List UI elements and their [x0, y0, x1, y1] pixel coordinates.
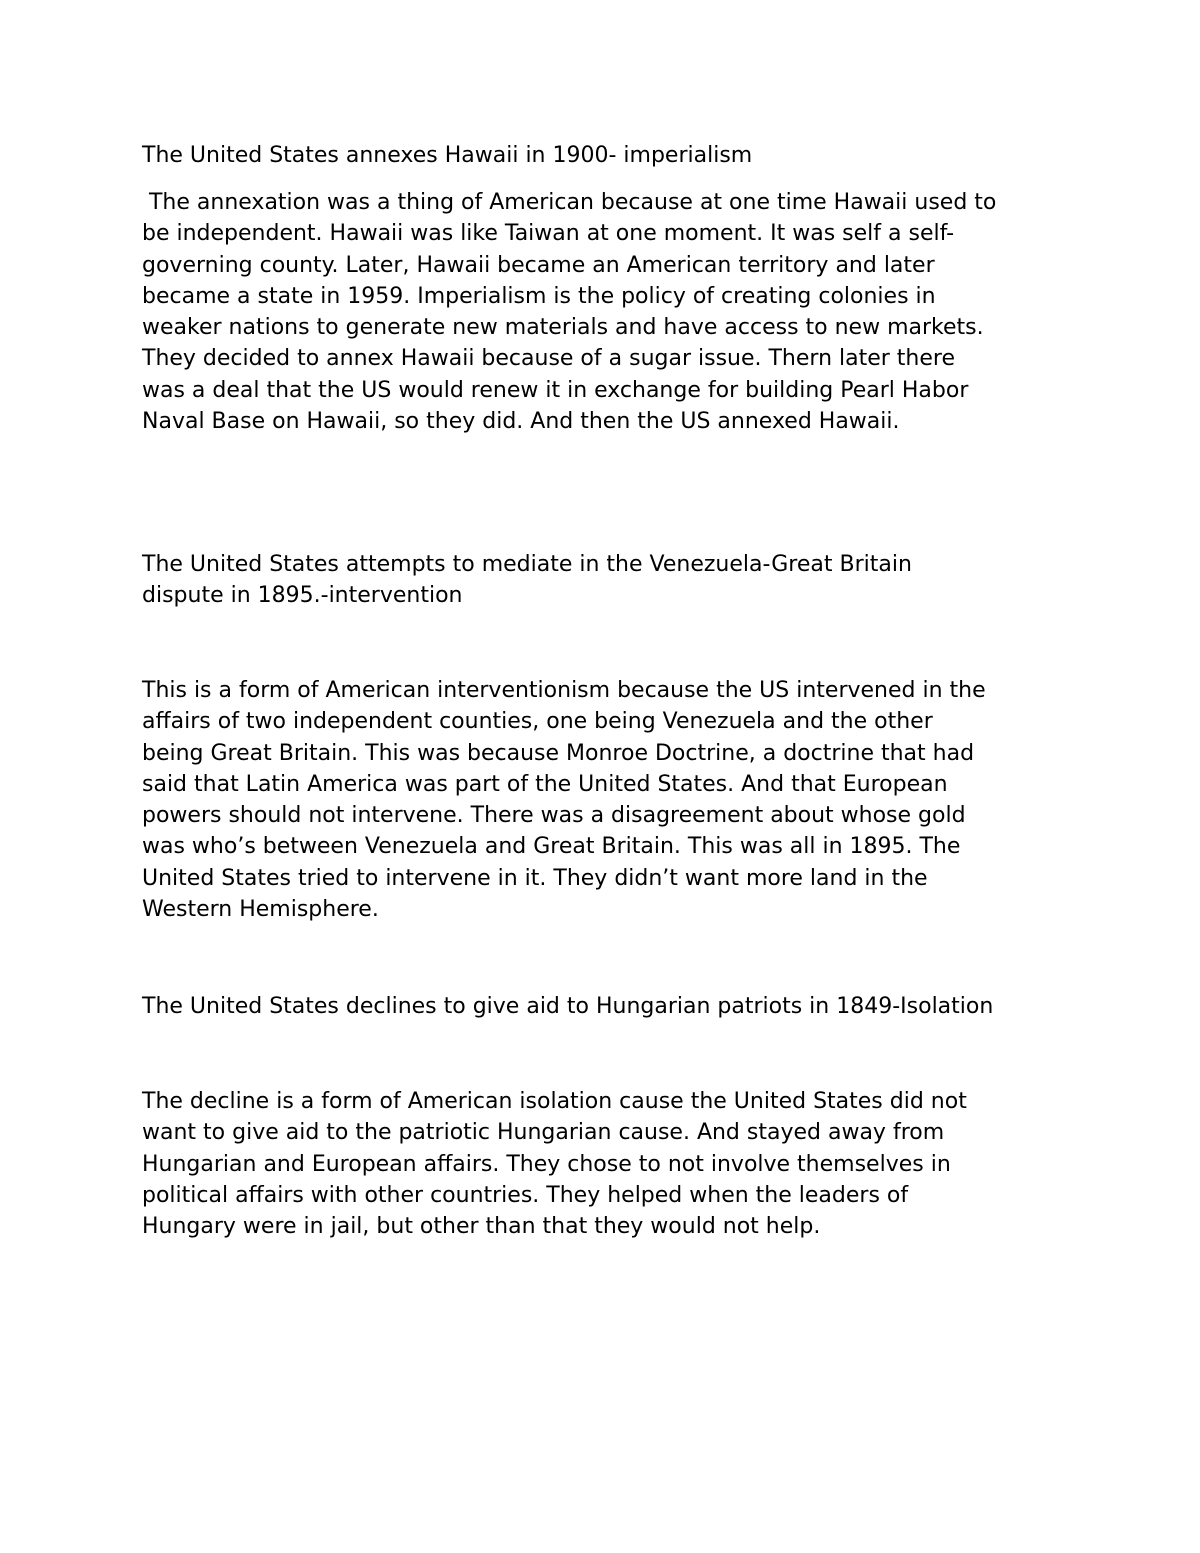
section-1-line-3: governing county. Later, Hawaii became an American territory and later [142, 252, 935, 278]
section-3-heading-line-1: The United States declines to give aid to Hungarian patriots in 1849-Isolation [142, 994, 994, 1019]
section-2-heading-line-2: dispute in 1895.-intervention [142, 583, 463, 609]
section-2-line-8: Western Hemisphere. [142, 897, 379, 923]
section-1-line-8: Naval Base on Hawaii, so they did. And then the US annexed Hawaii. [142, 409, 900, 435]
section-1-line-4: became a state in 1959. Imperialism is the policy of creating colonies in [142, 283, 936, 309]
section-2-line-7: United States tried to intervene in it. They didn’t want more land in the [142, 865, 928, 891]
section-2-paragraph [142, 675, 1082, 925]
section-3-paragraph [142, 1086, 1082, 1242]
section-2-line-4: said that Latin America was part of the United States. And that European [142, 771, 948, 797]
section-3-line-5: Hungary were in jail, but other than that they would not help. [142, 1214, 821, 1240]
section-1-line-1: The annexation was a thing of American because at one time Hawaii used to [142, 190, 997, 215]
section-2-heading [142, 549, 1082, 612]
section-2-line-2: affairs of two independent counties, one being Venezuela and the other [142, 709, 933, 735]
section-3-line-2: want to give aid to the patriotic Hungarian cause. And stayed away from [142, 1120, 945, 1146]
section-1-line-7: was a deal that the US would renew it in exchange for building Pearl Habor [142, 377, 969, 403]
section-3-heading [142, 991, 1082, 1022]
section-2-heading-line-1: The United States attempts to mediate in the Venezuela-Great Britain [142, 552, 912, 577]
section-2-line-6: was who’s between Venezuela and Great Britain. This was all in 1895. The [142, 834, 961, 860]
section-2-line-1: This is a form of American interventionism because the US intervened in the [142, 678, 986, 703]
section-3-line-4: political affairs with other countries. They helped when the leaders of [142, 1182, 909, 1208]
section-3-line-3: Hungarian and European affairs. They chose to not involve themselves in [142, 1151, 951, 1177]
section-1-paragraph [142, 187, 1082, 437]
section-2-line-3: being Great Britain. This was because Monroe Doctrine, a doctrine that had [142, 740, 975, 766]
section-2-line-5: powers should not intervene. There was a disagreement about whose gold [142, 803, 966, 829]
section-1-line-5: weaker nations to generate new materials and have access to new markets. [142, 315, 984, 341]
section-3-line-1: The decline is a form of American isolation cause the United States did not [142, 1089, 967, 1114]
section-1-line-6: They decided to annex Hawaii because of a sugar issue. Thern later there [142, 346, 956, 372]
section-1-heading-line-1: The United States annexes Hawaii in 1900- imperialism [142, 143, 753, 168]
section-1-line-2: be independent. Hawaii was like Taiwan at one moment. It was self a self- [142, 221, 955, 247]
section-1-heading [142, 140, 1082, 171]
